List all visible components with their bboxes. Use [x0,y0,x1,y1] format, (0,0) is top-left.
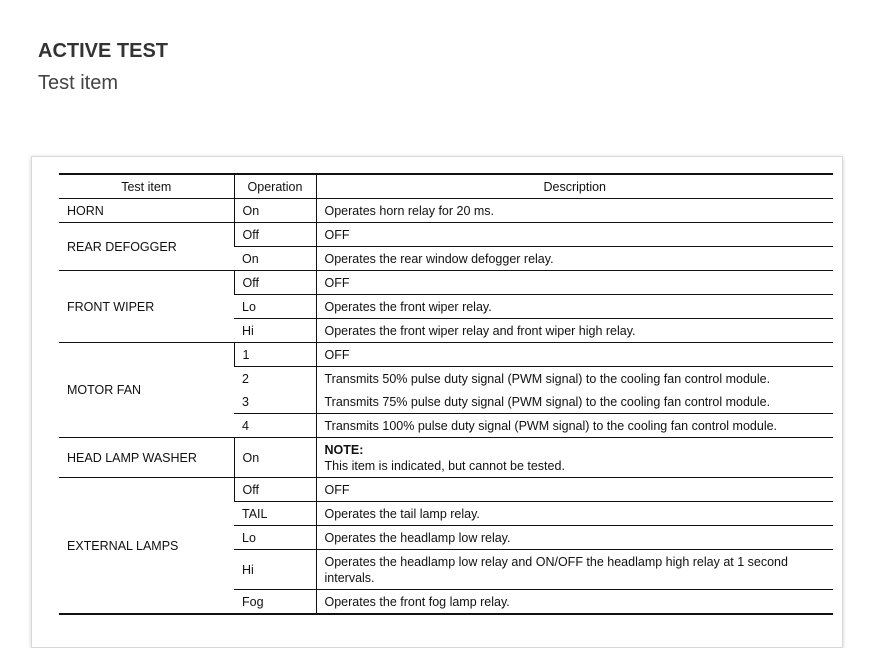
note-label: NOTE: [324,442,364,457]
description-cell: Transmits 50% pulse duty signal (PWM signal) to the cooling fan control module. [316,367,833,391]
description-cell: Operates the front fog lamp relay. [316,590,833,615]
description-cell: Operates the rear window defogger relay. [316,247,833,271]
operation-cell: Lo [234,295,316,319]
description-cell [316,438,833,478]
operation-cell: Fog [234,590,316,615]
test-item-cell: MOTOR FAN [59,343,234,438]
description-cell: Operates the tail lamp relay. [316,502,833,526]
column-header-test-item: Test item [59,174,234,199]
table-row [59,199,833,223]
test-item-cell: HEAD LAMP WASHER [59,438,234,478]
description-cell: Transmits 100% pulse duty signal (PWM signal) to the cooling fan control module. [316,414,833,438]
test-item-cell: FRONT WIPER [59,271,234,343]
operation-cell: On [234,199,316,223]
description-cell: OFF [316,343,833,367]
description-cell: OFF [316,223,833,247]
operation-cell: Off [234,271,316,295]
operation-cell: Lo [234,526,316,550]
table-figure [31,156,843,648]
operation-cell: 2 [242,371,249,386]
operation-cell: Hi [234,319,316,343]
note-text: This item is indicated, but cannot be tested. [324,458,565,473]
page-title: ACTIVE TEST [38,40,169,62]
column-header-description: Description [316,174,833,199]
operation-cell: Off [234,223,316,247]
description-cell: Operates the headlamp low relay and ON/OFF the headlamp high relay at 1 second intervals. [316,550,833,590]
page-subtitle: Test item [38,72,119,94]
description-cell: Operates the headlamp low relay. [316,526,833,550]
table-row [59,478,833,502]
operation-cell: 1 [234,343,316,367]
test-item-cell: EXTERNAL LAMPS [59,478,234,615]
test-item-cell: REAR DEFOGGER [59,223,234,271]
operation-cell: 3 [234,390,316,414]
description-cell: Operates horn relay for 20 ms. [316,199,833,223]
operation-cell: On [234,247,316,271]
table-row [59,223,833,247]
operation-cell: TAIL [234,502,316,526]
operation-cell: Hi [234,550,316,590]
table-row [59,438,833,478]
table-row [59,271,833,295]
description-cell: Operates the front wiper relay and front wiper high relay. [316,319,833,343]
description-cell: OFF [316,271,833,295]
operation-cell: 4 [234,414,316,438]
operation-cell: Off [234,478,316,502]
table-row [59,343,833,367]
description-cell: Operates the front wiper relay. [316,295,833,319]
operation-cell: On [234,438,316,478]
table-header-row [59,174,833,199]
test-item-cell: HORN [59,199,234,223]
column-header-operation: Operation [234,174,316,199]
active-test-table [59,173,833,615]
description-cell: OFF [316,478,833,502]
description-cell: Transmits 75% pulse duty signal (PWM signal) to the cooling fan control module. [316,390,833,414]
